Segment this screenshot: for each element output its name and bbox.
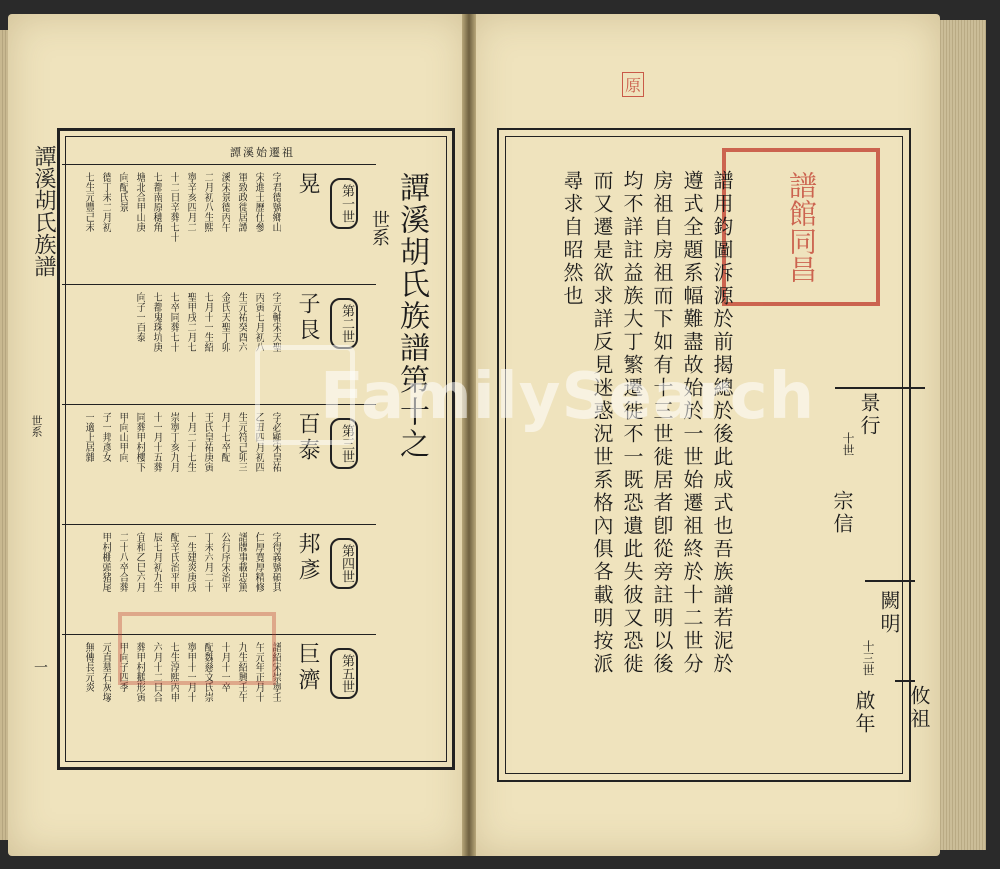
generation-detail-line: 十一月十五葬 <box>151 412 162 472</box>
margin-title: 譚溪胡氏族譜 <box>31 145 56 277</box>
tree-name-zongxin: 宗信 <box>830 490 854 536</box>
generation-detail-line: 寧辛亥四月二 <box>185 172 196 232</box>
generation-badge: 第二世 <box>330 298 358 349</box>
small-red-seal: 原 <box>622 72 644 97</box>
generation-detail-line: 辰七月初九生 <box>151 532 162 592</box>
generation-detail-line: 十月十一卒 <box>219 642 230 692</box>
margin-section: 世系 <box>30 415 43 437</box>
generation-detail-line: 甲向子四季 <box>117 642 128 692</box>
generation-detail-line: 七生淳熙丙申 <box>168 642 179 702</box>
generation-detail-line: 譜紹宋崇寧壬 <box>270 642 281 702</box>
tree-gen-label: 十三世 <box>861 640 875 676</box>
generation-detail-line: 生元祐癸酉六 <box>236 292 247 352</box>
generation-detail-line: 二十八卒合葬 <box>117 532 128 592</box>
generation-detail-line: 七月十一生紹 <box>202 292 213 352</box>
generation-detail-line: 聖甲戌二月七 <box>185 292 196 352</box>
preface-column: 尋求自昭然也 <box>560 170 584 308</box>
generation-detail-line: 宋進士歷仕參 <box>253 172 264 232</box>
generation-detail-line: 字君德號鄉山 <box>270 172 281 232</box>
generation-detail-line: 宜和乙巳六月 <box>134 532 145 592</box>
generation-detail-line: 仁厚寬厚精修 <box>253 532 264 592</box>
generation-name: 巨濟 <box>295 642 320 694</box>
generation-detail-line: 九生紹興壬午 <box>236 642 247 702</box>
generation-detail-line: 六月十二日合 <box>151 642 162 702</box>
generation-detail-line: 元直墓石灰塚 <box>100 642 111 702</box>
fore-edge <box>938 20 986 850</box>
generation-detail-line: 二月初八生熙 <box>202 172 213 232</box>
generation-detail-line: 配辛氏治平甲 <box>168 532 179 592</box>
tree-connector <box>865 580 915 582</box>
preface-column: 譜用鈞圖泝源於前揭總於後此成式也吾族譜若泥於 <box>710 170 734 676</box>
generation-row-divider <box>62 164 376 165</box>
generation-detail-line: 葬甲村鵝形寅 <box>134 642 145 702</box>
generation-name: 百泰 <box>295 412 320 464</box>
red-seal-stamp <box>722 148 880 306</box>
generation-badge: 第四世 <box>330 538 358 589</box>
generation-detail-line: 溪宋景德丙午 <box>219 172 230 232</box>
preface-column: 均不詳註益族大丁繁遷徙不一既恐遺此失彼又恐徙 <box>620 170 644 676</box>
generation-detail-line: 同葬甲村樓下 <box>134 412 145 472</box>
generation-detail-line: 十月二十七生 <box>185 412 196 472</box>
tree-gen-label: 十世 <box>841 432 855 456</box>
generation-detail-line: 七卒同葬七十 <box>168 292 179 352</box>
generation-detail-line: 午元年正月十 <box>253 642 264 702</box>
generation-detail-line: 子一邦彥女 <box>100 412 111 462</box>
generation-detail-line: 月十七卒配 <box>219 412 230 462</box>
section-label: 世系 <box>369 210 390 246</box>
generation-detail-line: 配魏慈文氏崇 <box>202 642 213 702</box>
preface-column: 而又遷是欲求詳反見迷惑況世系格內俱各載明按派 <box>590 170 614 676</box>
generation-detail-line: 甲村棚頭猪尾 <box>100 532 111 592</box>
generation-detail-line: 譜牒事載忠篤 <box>236 532 247 592</box>
generation-detail-line: 一適上居雜 <box>83 412 94 462</box>
generation-detail-line: 七都南原穗角 <box>151 172 162 232</box>
generation-detail-line: 一生建炎庚戌 <box>185 532 196 592</box>
generation-detail-line: 十二日辛葬七十 <box>168 172 179 242</box>
generation-detail-line: 字必顯宋皇祐 <box>270 412 281 472</box>
tree-name-qinian: 啟年 <box>852 690 876 736</box>
page-number: 一 <box>32 660 48 674</box>
tree-name-youzu: 攸祖 <box>907 685 931 731</box>
generation-badge: 第三世 <box>330 418 358 469</box>
book-title: 譚溪胡氏族譜第十之 <box>394 172 429 460</box>
preface-column: 房祖自房祖而下如有十三世徙居者卽從旁註明以後 <box>650 170 674 676</box>
generation-detail-line: 塘北合甲山庚 <box>134 172 145 232</box>
generation-detail-line: 生元符己卯三 <box>236 412 247 472</box>
generation-detail-line: 甲向山甲向 <box>117 412 128 462</box>
generation-detail-line: 金氏天聖丁卯 <box>219 292 230 352</box>
generation-detail-line: 無傳長元炎 <box>83 642 94 692</box>
generation-detail-line: 公行序宋治平 <box>219 532 230 592</box>
generation-detail-line: 乙丑四月初四 <box>253 412 264 472</box>
header-strip <box>60 140 445 162</box>
generation-badge: 第五世 <box>330 648 358 699</box>
generation-row-divider <box>62 524 376 525</box>
watermark-logo <box>255 345 355 445</box>
generation-detail-line: 軍致政徙居譚 <box>236 172 247 232</box>
generation-detail-line: 寧甲十一月十 <box>185 642 196 702</box>
generation-detail-line: 向配氏景 <box>117 172 128 212</box>
book-gutter <box>462 14 476 856</box>
tree-name-queming: 闕明 <box>877 590 901 636</box>
generation-detail-line: 王氏皇祐庚寅 <box>202 412 213 472</box>
generation-detail-line: 七生元豐己未 <box>83 172 94 232</box>
generation-detail-line: 字得義號碩其 <box>270 532 281 592</box>
generation-detail-line: 丙寅七月初八 <box>253 292 264 352</box>
generation-detail-line: 字元輔宋天聖 <box>270 292 281 352</box>
seal-text: 譜館同昌 <box>785 171 818 283</box>
generation-name: 邦彥 <box>295 532 320 584</box>
generation-detail-line: 七都鬼珠坑庚 <box>151 292 162 352</box>
tree-connector <box>835 387 925 389</box>
generation-detail-line: 向子一百泰 <box>134 292 145 342</box>
faded-seal-stamp <box>118 612 276 685</box>
generation-detail-line: 丁未六月二十 <box>202 532 213 592</box>
header-strip-text: 譚溪始遷祖 <box>230 146 295 159</box>
tree-name-jingxing: 景行 <box>857 392 881 438</box>
generation-badge: 第一世 <box>330 178 358 229</box>
tree-connector <box>895 680 915 682</box>
generation-row-divider <box>62 284 376 285</box>
preface-column: 遵式全題系幅難盡故始於一世始遷祖終於十二世分 <box>680 170 704 676</box>
generation-detail-line: 崇寧丁亥九月 <box>168 412 179 472</box>
generation-name: 子艮 <box>295 292 320 344</box>
generation-detail-line: 德丁未二月初 <box>100 172 111 232</box>
watermark-text: FamilySearch <box>320 360 816 434</box>
generation-name: 晃 <box>295 172 320 198</box>
